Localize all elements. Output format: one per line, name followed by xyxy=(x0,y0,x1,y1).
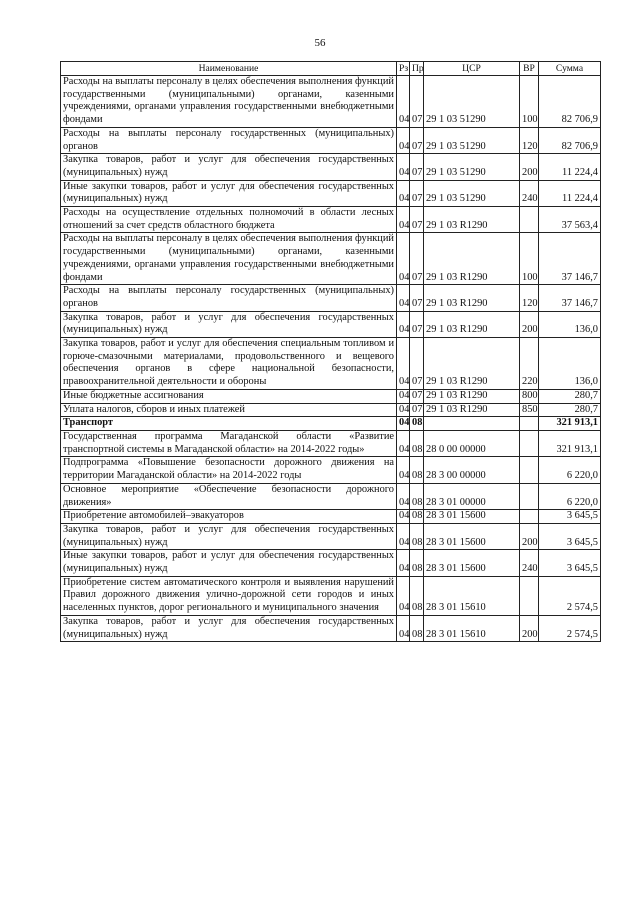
cell-sum: 136,0 xyxy=(539,338,601,390)
cell-rz: 04 xyxy=(397,311,410,337)
cell-vr: 240 xyxy=(520,550,539,576)
cell-pr: 08 xyxy=(410,457,424,483)
cell-pr: 07 xyxy=(410,311,424,337)
table-row xyxy=(61,550,601,576)
cell-csr: 29 1 03 R1290 xyxy=(424,285,520,311)
cell-rz: 04 xyxy=(397,417,410,431)
cell-name: Расходы на выплаты персоналу государственных (муниципальных) органов xyxy=(61,127,397,153)
header-vr: ВР xyxy=(520,62,539,76)
budget-table xyxy=(60,61,601,642)
cell-name: Уплата налогов, сборов и иных платежей xyxy=(61,403,397,417)
cell-sum: 11 224,4 xyxy=(539,180,601,206)
cell-pr: 08 xyxy=(410,510,424,524)
cell-pr: 08 xyxy=(410,430,424,456)
cell-csr: 28 3 01 15600 xyxy=(424,510,520,524)
cell-csr: 29 1 03 R1290 xyxy=(424,389,520,403)
table-row xyxy=(61,389,601,403)
cell-sum: 136,0 xyxy=(539,311,601,337)
header-sum: Сумма xyxy=(539,62,601,76)
cell-sum: 37 146,7 xyxy=(539,285,601,311)
cell-csr: 29 1 03 51290 xyxy=(424,76,520,128)
cell-sum: 3 645,5 xyxy=(539,510,601,524)
table-header-row xyxy=(61,62,601,76)
cell-csr: 28 3 01 15600 xyxy=(424,550,520,576)
cell-name: Приобретение автомобилей–эвакуаторов xyxy=(61,510,397,524)
table-row xyxy=(61,510,601,524)
cell-rz: 04 xyxy=(397,483,410,509)
cell-rz: 04 xyxy=(397,76,410,128)
cell-vr: 800 xyxy=(520,389,539,403)
cell-vr: 220 xyxy=(520,338,539,390)
table-row xyxy=(61,430,601,456)
cell-vr xyxy=(520,510,539,524)
cell-name: Закупка товаров, работ и услуг для обеспечения государственных (муниципальных) нужд xyxy=(61,615,397,641)
table-row xyxy=(61,483,601,509)
table-row xyxy=(61,127,601,153)
cell-rz: 04 xyxy=(397,403,410,417)
cell-csr: 28 3 01 15600 xyxy=(424,523,520,549)
cell-vr: 200 xyxy=(520,615,539,641)
cell-sum: 2 574,5 xyxy=(539,615,601,641)
cell-name: Расходы на осуществление отдельных полномочий в области лесных отношений за счет средств областного бюджета xyxy=(61,207,397,233)
cell-rz: 04 xyxy=(397,389,410,403)
cell-rz: 04 xyxy=(397,180,410,206)
cell-name: Иные закупки товаров, работ и услуг для обеспечения государственных (муниципальных) нужд xyxy=(61,180,397,206)
cell-pr: 07 xyxy=(410,180,424,206)
cell-name: Основное мероприятие «Обеспечение безопасности дорожного движения» xyxy=(61,483,397,509)
table-row xyxy=(61,457,601,483)
cell-pr: 08 xyxy=(410,576,424,615)
cell-sum: 3 645,5 xyxy=(539,523,601,549)
cell-rz: 04 xyxy=(397,127,410,153)
cell-rz: 04 xyxy=(397,576,410,615)
cell-vr xyxy=(520,576,539,615)
cell-name: Закупка товаров, работ и услуг для обеспечения государственных (муниципальных) нужд xyxy=(61,154,397,180)
cell-csr: 29 1 03 51290 xyxy=(424,154,520,180)
cell-rz: 04 xyxy=(397,615,410,641)
cell-sum: 280,7 xyxy=(539,389,601,403)
cell-sum: 37 146,7 xyxy=(539,233,601,285)
cell-sum: 37 563,4 xyxy=(539,207,601,233)
cell-name: Подпрограмма «Повышение безопасности дорожного движения на территории Магаданской области» на 2014-2022 годы xyxy=(61,457,397,483)
cell-vr: 850 xyxy=(520,403,539,417)
cell-sum: 11 224,4 xyxy=(539,154,601,180)
table-row xyxy=(61,285,601,311)
table-row xyxy=(61,311,601,337)
cell-pr: 07 xyxy=(410,403,424,417)
cell-sum: 2 574,5 xyxy=(539,576,601,615)
table-row xyxy=(61,76,601,128)
cell-name: Расходы на выплаты персоналу в целях обеспечения выполнения функций государственными (муниципальными) органами, казенными учреждениями, органами управления государственными внебюджетными фондами xyxy=(61,233,397,285)
cell-rz: 04 xyxy=(397,430,410,456)
cell-csr: 29 1 03 R1290 xyxy=(424,233,520,285)
cell-vr: 100 xyxy=(520,233,539,285)
cell-rz: 04 xyxy=(397,154,410,180)
cell-rz: 04 xyxy=(397,523,410,549)
cell-csr: 28 3 00 00000 xyxy=(424,457,520,483)
cell-sum: 82 706,9 xyxy=(539,76,601,128)
table-row xyxy=(61,576,601,615)
cell-csr xyxy=(424,417,520,431)
cell-vr: 120 xyxy=(520,127,539,153)
cell-csr: 28 3 01 15610 xyxy=(424,615,520,641)
cell-vr: 100 xyxy=(520,76,539,128)
cell-csr: 29 1 03 R1290 xyxy=(424,403,520,417)
cell-vr: 200 xyxy=(520,311,539,337)
table-row xyxy=(61,180,601,206)
cell-vr xyxy=(520,483,539,509)
cell-csr: 28 3 01 00000 xyxy=(424,483,520,509)
page-number: 56 xyxy=(314,37,326,49)
table-row xyxy=(61,338,601,390)
cell-pr: 07 xyxy=(410,285,424,311)
cell-vr xyxy=(520,417,539,431)
table-body xyxy=(61,76,601,642)
cell-csr: 28 3 01 15610 xyxy=(424,576,520,615)
cell-csr: 29 1 03 R1290 xyxy=(424,338,520,390)
cell-rz: 04 xyxy=(397,338,410,390)
table-row xyxy=(61,207,601,233)
cell-pr: 07 xyxy=(410,154,424,180)
cell-sum: 280,7 xyxy=(539,403,601,417)
cell-pr: 08 xyxy=(410,523,424,549)
header-rz: Рз xyxy=(397,62,410,76)
cell-pr: 08 xyxy=(410,483,424,509)
cell-pr: 07 xyxy=(410,338,424,390)
cell-rz: 04 xyxy=(397,207,410,233)
header-pr: Пр xyxy=(410,62,424,76)
cell-pr: 07 xyxy=(410,207,424,233)
cell-sum: 3 645,5 xyxy=(539,550,601,576)
cell-pr: 07 xyxy=(410,233,424,285)
cell-name: Государственная программа Магаданской области «Развитие транспортной системы в Магаданской области» на 2014-2022 годы» xyxy=(61,430,397,456)
cell-csr: 29 1 03 51290 xyxy=(424,180,520,206)
cell-name: Расходы на выплаты персоналу государственных (муниципальных) органов xyxy=(61,285,397,311)
cell-name: Закупка товаров, работ и услуг для обеспечения государственных (муниципальных) нужд xyxy=(61,311,397,337)
cell-sum: 6 220,0 xyxy=(539,457,601,483)
cell-rz: 04 xyxy=(397,550,410,576)
cell-name: Приобретение систем автоматического контроля и выявления нарушений Правил дорожного движения улично-дорожной сети городов и иных населенных пунктов, дорог регионального и муниципального значения xyxy=(61,576,397,615)
cell-csr: 29 1 03 R1290 xyxy=(424,311,520,337)
cell-sum: 321 913,1 xyxy=(539,417,601,431)
cell-vr: 240 xyxy=(520,180,539,206)
cell-pr: 07 xyxy=(410,389,424,403)
cell-vr: 120 xyxy=(520,285,539,311)
cell-pr: 08 xyxy=(410,417,424,431)
cell-vr xyxy=(520,430,539,456)
cell-rz: 04 xyxy=(397,233,410,285)
cell-csr: 29 1 03 R1290 xyxy=(424,207,520,233)
cell-sum: 321 913,1 xyxy=(539,430,601,456)
cell-csr: 28 0 00 00000 xyxy=(424,430,520,456)
header-csr: ЦСР xyxy=(424,62,520,76)
cell-sum: 82 706,9 xyxy=(539,127,601,153)
table-row xyxy=(61,154,601,180)
table-row xyxy=(61,417,601,431)
cell-sum: 6 220,0 xyxy=(539,483,601,509)
cell-rz: 04 xyxy=(397,457,410,483)
cell-pr: 07 xyxy=(410,76,424,128)
cell-name: Закупка товаров, работ и услуг для обеспечения специальным топливом и горюче-смазочными материалами, продовольственного и вещевого обеспечения органов в сфере национальной безопасности, правоохранительной деятельности и обороны xyxy=(61,338,397,390)
cell-csr: 29 1 03 51290 xyxy=(424,127,520,153)
cell-pr: 08 xyxy=(410,615,424,641)
table-row xyxy=(61,615,601,641)
cell-pr: 08 xyxy=(410,550,424,576)
table-row xyxy=(61,233,601,285)
cell-name: Расходы на выплаты персоналу в целях обеспечения выполнения функций государственными (муниципальными) органами, казенными учреждениями, органами управления государственными внебюджетными фондами xyxy=(61,76,397,128)
cell-vr: 200 xyxy=(520,154,539,180)
cell-name: Закупка товаров, работ и услуг для обеспечения государственных (муниципальных) нужд xyxy=(61,523,397,549)
header-name: Наименование xyxy=(61,62,397,76)
cell-pr: 07 xyxy=(410,127,424,153)
cell-name: Иные бюджетные ассигнования xyxy=(61,389,397,403)
cell-name: Иные закупки товаров, работ и услуг для обеспечения государственных (муниципальных) нужд xyxy=(61,550,397,576)
cell-rz: 04 xyxy=(397,510,410,524)
cell-vr xyxy=(520,207,539,233)
cell-rz: 04 xyxy=(397,285,410,311)
cell-vr xyxy=(520,457,539,483)
cell-name: Транспорт xyxy=(61,417,397,431)
table-row xyxy=(61,403,601,417)
cell-vr: 200 xyxy=(520,523,539,549)
table-row xyxy=(61,523,601,549)
